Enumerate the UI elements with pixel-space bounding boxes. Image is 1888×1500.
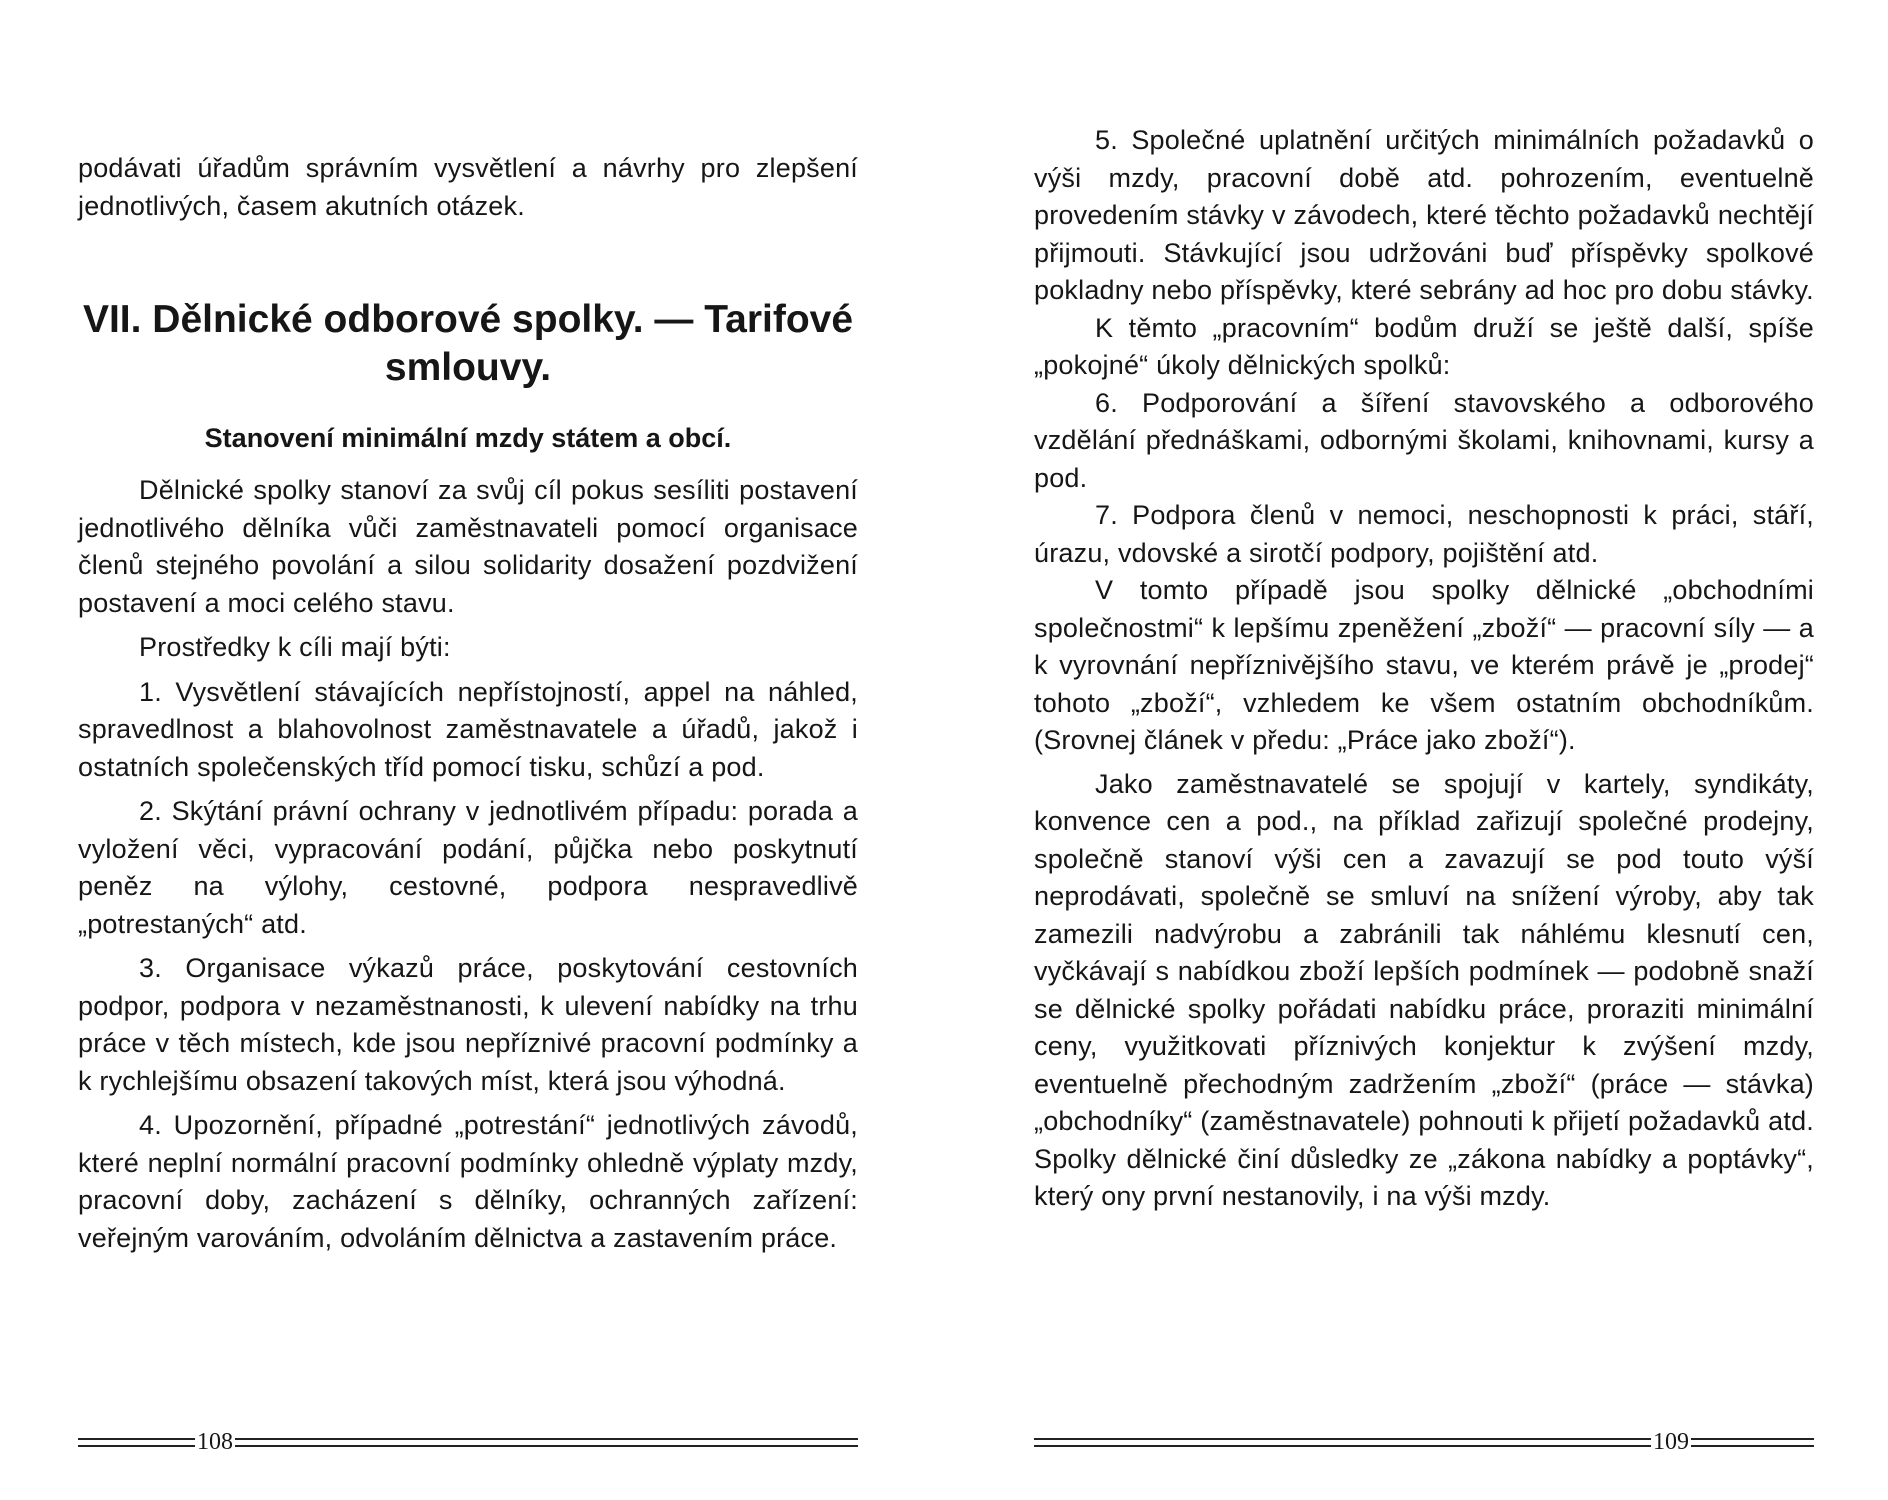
left-body	[78, 472, 858, 1257]
left-page	[78, 0, 858, 1500]
section-heading: Stanovení minimální mzdy státem a obcí.	[204, 423, 732, 453]
list-item: 4. Upozornění, případné „potrestání“ jednotlivých závodů, které neplní normální pracovní podmínky ohledně výplaty mzdy, pracovní doby, zacházení s dělníky, ochranných zařízení: veřejným varováním, odvoláním dělnictva a zastavením práce.	[78, 1110, 858, 1253]
footer-rule	[78, 1438, 195, 1447]
paragraph: Dělnické spolky stanoví za svůj cíl pokus sesíliti postavení jednotlivého dělníka vůči zaměstnavateli pomocí organisace členů stejného povolání a silou solidarity dosažení pozdvižení postavení a moci celého stavu.	[78, 475, 858, 618]
paragraph: V tomto případě jsou spolky dělnické „obchodními společnostmi“ k lepšímu zpeněžení „zboží“ — pracovní síly — a k vyrovnání nepříznivějšího stavu, ve kterém právě je „prodej“ tohoto „zboží“, vzhledem ke všem ostatním obchodníkům. (Srovnej článek v předu: „Práce jako zboží“).	[1034, 575, 1814, 755]
paragraph: K těmto „pracovním“ bodům druží se ještě další, spíše „pokojné“ úkoly dělnických spolků:	[1034, 312, 1814, 380]
footer-rule	[1691, 1438, 1814, 1447]
paragraph: Prostředky k cíli mají býti:	[139, 632, 451, 662]
right-body	[1034, 122, 1814, 1216]
list-item: 5. Společné uplatnění určitých minimálních požadavků o výši mzdy, pracovní době atd. pohrozením, eventuelně provedením stávky v závodech, které těchto požadavků nechtějí přijmouti. Stávkující jsou udržováni buď příspěvky spolkové pokladny nebo příspěvky, které sebrány ad hoc pro dobu stávky.	[1034, 125, 1814, 305]
right-page	[1034, 0, 1814, 1500]
list-item: 7. Podpora členů v nemoci, neschopnosti k práci, stáří, úrazu, vdovské a sirotčí podpory, pojištění atd.	[1034, 500, 1814, 568]
page-footer	[1034, 1430, 1814, 1454]
paragraph: Jako zaměstnavatelé se spojují v kartely, syndikáty, konvence cen a pod., na příklad zařizují společné prodejny, společně stanoví výši cen a zavazují se pod touto výší neprodávati, společně se smluví na snížení výroby, aby tak zamezili nadvýrobu a zabránili tak náhlému klesnutí cen, vyčkávají s nabídkou zboží lepších podmínek — podobně snaží se dělnické spolky pořádati nabídku práce, proraziti minimální ceny, využitkovati příznivých konjektur k zvýšení mzdy, eventuelně přechodným zadržením „zboží“ (práce — stávka) „obchodníky“ (zaměstnavatele) pohnouti k přijetí požadavků atd. Spolky dělnické činí důsledky ze „zákona nabídky a poptávky“, který ony první nestanovily, i na výši mzdy.	[1034, 768, 1814, 1211]
page-footer	[78, 1430, 858, 1454]
intro-paragraph: podávati úřadům správním vysvětlení a návrhy pro zlepšení jednotlivých, časem akutních otázek.	[78, 153, 858, 221]
page-number: 109	[1653, 1429, 1689, 1455]
list-item: 3. Organisace výkazů práce, poskytování cestovních podpor, podpora v nezaměstnanosti, k ulevení nabídky na trhu práce v těch místech, kde jsou nepříznivé pracovní podmínky a k rychlejšímu obsazení takových míst, která jsou výhodná.	[78, 953, 858, 1096]
intro-block	[78, 150, 858, 225]
page-number: 108	[197, 1429, 233, 1455]
footer-rule	[1034, 1438, 1651, 1447]
list-item: 2. Skýtání právní ochrany v jednotlivém případu: porada a vyložení věci, vypracování podání, půjčka nebo poskytnutí peněz na výlohy, cestovné, podpora nespravedlivě „potrestaných“ atd.	[78, 796, 858, 939]
list-item: 1. Vysvětlení stávajících nepřístojností, appel na náhled, spravedlnost a blahovolnost zaměstnavatele a úřadů, jakož i ostatních společenských tříd pomocí tisku, schůzí a pod.	[78, 676, 858, 782]
chapter-heading: VII. Dělnické odborové spolky. — Tarifové smlouvy.	[82, 298, 854, 389]
list-item: 6. Podporování a šíření stavovského a odborového vzdělání přednáškami, odbornými školami, knihovnami, kursy a pod.	[1034, 387, 1814, 493]
footer-rule	[235, 1438, 858, 1447]
